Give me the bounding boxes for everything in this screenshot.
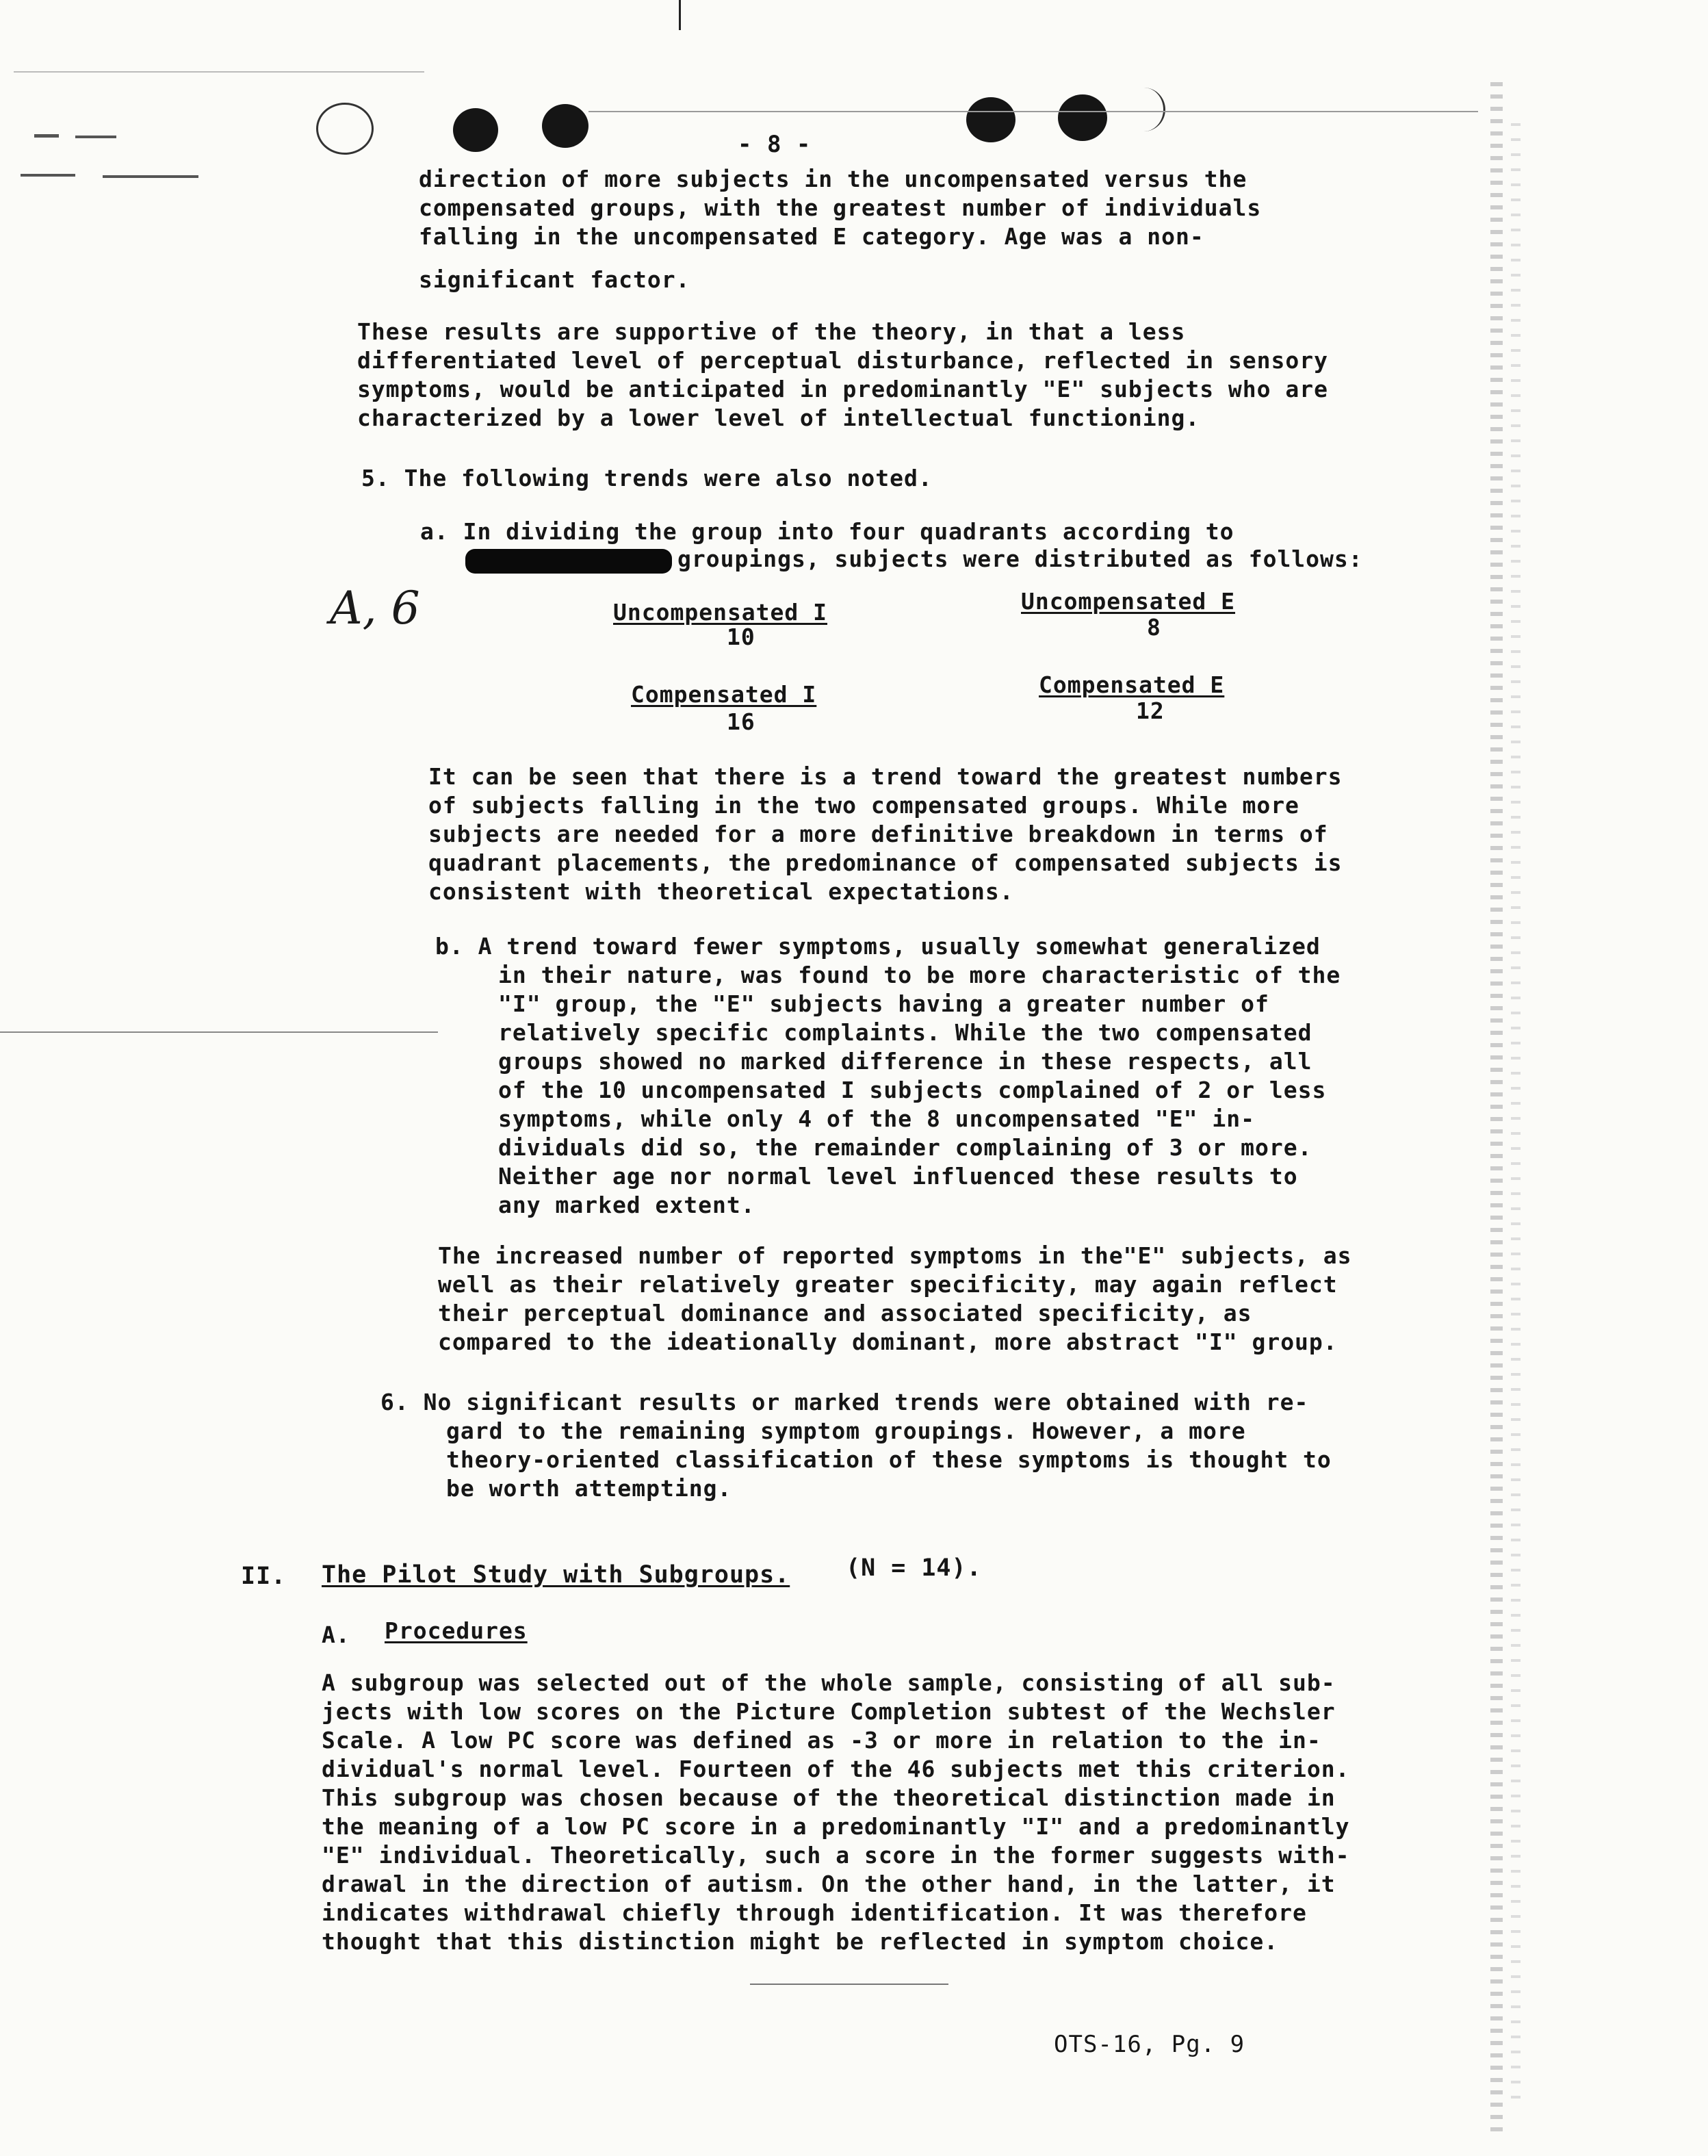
section-numeral: II. bbox=[241, 1563, 287, 1590]
item-5a-line: a. In dividing the group into four quadrants according to bbox=[420, 518, 1234, 545]
quadrant-label-uncompensated-e: Uncompensated E bbox=[1021, 588, 1236, 615]
text-line: significant factor. bbox=[419, 266, 690, 293]
text-line: differentiated level of perceptual disturbance, reflected in sensory bbox=[357, 347, 1329, 374]
item-6-line: be worth attempting. bbox=[446, 1475, 732, 1502]
scan-noise bbox=[103, 175, 198, 178]
header-rule-2 bbox=[14, 71, 424, 73]
scan-noise bbox=[0, 1031, 438, 1033]
text-line: compared to the ideationally dominant, more abstract "I" group. bbox=[438, 1329, 1338, 1355]
punch-ring-left bbox=[316, 103, 374, 155]
scan-noise bbox=[21, 174, 75, 177]
top-edge-mark bbox=[679, 0, 681, 30]
item-5b-line: Neither age nor normal level influenced these results to bbox=[498, 1163, 1298, 1190]
item-5b-line: groups showed no marked difference in these respects, all bbox=[498, 1048, 1312, 1075]
text-line: well as their relatively greater specificity, may again reflect bbox=[438, 1271, 1338, 1298]
text-line: The increased number of reported symptoms in the"E" subjects, as bbox=[438, 1242, 1352, 1269]
handwritten-annotation: A, 6 bbox=[330, 582, 420, 634]
quadrant-value-compensated-e: 12 bbox=[1136, 697, 1165, 724]
subsection-letter: A. bbox=[322, 1621, 350, 1648]
text-line: It can be seen that there is a trend toward the greatest numbers bbox=[428, 763, 1343, 790]
item-6-line: 6. No significant results or marked trends were obtained with re- bbox=[380, 1389, 1309, 1415]
text-line: the meaning of a low PC score in a predominantly "I" and a predominantly bbox=[322, 1813, 1350, 1840]
punch-hole-4 bbox=[1058, 94, 1107, 141]
text-line: A subgroup was selected out of the whole sample, consisting of all sub- bbox=[322, 1669, 1336, 1696]
quadrant-label-compensated-i: Compensated I bbox=[631, 681, 817, 708]
text-line: jects with low scores on the Picture Completion subtest of the Wechsler bbox=[322, 1698, 1336, 1725]
item-5b-line: any marked extent. bbox=[498, 1192, 755, 1218]
text-line: symptoms, would be anticipated in predominantly "E" subjects who are bbox=[357, 376, 1329, 402]
header-rule bbox=[588, 111, 1478, 112]
scan-noise bbox=[75, 136, 116, 138]
page-footer: OTS-16, Pg. 9 bbox=[1054, 2031, 1245, 2058]
page-number: - 8 - bbox=[738, 131, 812, 158]
item-5b-line: relatively specific complaints. While the two compensated bbox=[498, 1019, 1312, 1046]
text-line: compensated groups, with the greatest number of individuals bbox=[419, 194, 1262, 221]
quadrant-label-compensated-e: Compensated E bbox=[1039, 671, 1225, 698]
text-line: This subgroup was chosen because of the theoretical distinction made in bbox=[322, 1784, 1336, 1811]
text-line: subjects are needed for a more definitive breakdown in terms of bbox=[428, 821, 1328, 847]
item-5b-line: in their nature, was found to be more characteristic of the bbox=[498, 962, 1341, 988]
text-line: thought that this distinction might be reflected in symptom choice. bbox=[322, 1928, 1279, 1955]
quadrant-label-uncompensated-i: Uncompensated I bbox=[613, 599, 828, 626]
punch-hole-1 bbox=[453, 108, 498, 152]
section-title: The Pilot Study with Subgroups. bbox=[322, 1561, 790, 1589]
item-5b-line: "I" group, the "E" subjects having a greater number of bbox=[498, 990, 1269, 1017]
text-line: direction of more subjects in the uncompensated versus the bbox=[419, 166, 1247, 192]
item-5b-line: dividuals did so, the remainder complaining of 3 or more. bbox=[498, 1134, 1312, 1161]
item-5b-line: of the 10 uncompensated I subjects complained of 2 or less bbox=[498, 1077, 1327, 1103]
text-line: drawal in the direction of autism. On the other hand, in the latter, it bbox=[322, 1871, 1336, 1897]
item-5: 5. The following trends were also noted. bbox=[361, 465, 933, 491]
item-5a-line: groupings, subjects were distributed as follows: bbox=[677, 546, 1363, 572]
redaction-mark bbox=[465, 549, 672, 574]
quadrant-value-uncompensated-e: 8 bbox=[1147, 614, 1161, 641]
text-line: Scale. A low PC score was defined as -3 or more in relation to the in- bbox=[322, 1727, 1321, 1754]
text-line: falling in the uncompensated E category. Age was a non- bbox=[419, 223, 1204, 250]
quadrant-value-uncompensated-i: 10 bbox=[727, 624, 755, 650]
item-5b-line: b. A trend toward fewer symptoms, usually somewhat generalized bbox=[435, 933, 1321, 960]
bottom-rule bbox=[750, 1984, 948, 1985]
subsection-title: Procedures bbox=[385, 1617, 528, 1644]
text-line: "E" individual. Theoretically, such a score in the former suggests with- bbox=[322, 1842, 1350, 1869]
text-line: of subjects falling in the two compensated groups. While more bbox=[428, 792, 1299, 819]
text-line: consistent with theoretical expectations. bbox=[428, 878, 1014, 905]
text-line: dividual's normal level. Fourteen of the 46 subjects met this criterion. bbox=[322, 1756, 1350, 1782]
punch-hole-2 bbox=[542, 104, 588, 148]
punch-hole-3 bbox=[966, 97, 1015, 142]
item-5b-line: symptoms, while only 4 of the 8 uncompensated "E" in- bbox=[498, 1105, 1255, 1132]
scan-noise bbox=[34, 134, 59, 138]
quadrant-value-compensated-i: 16 bbox=[727, 708, 755, 735]
punch-ring-right bbox=[1122, 88, 1165, 131]
text-line: characterized by a lower level of intellectual functioning. bbox=[357, 405, 1200, 431]
text-line: their perceptual dominance and associated specificity, as bbox=[438, 1300, 1252, 1326]
item-6-line: gard to the remaining symptom groupings. However, a more bbox=[446, 1417, 1246, 1444]
section-n: (N = 14). bbox=[846, 1554, 982, 1582]
text-line: indicates withdrawal chiefly through identification. It was therefore bbox=[322, 1899, 1307, 1926]
text-line: quadrant placements, the predominance of compensated subjects is bbox=[428, 849, 1343, 876]
right-edge-noise bbox=[1511, 123, 1521, 2108]
item-6-line: theory-oriented classification of these symptoms is thought to bbox=[446, 1446, 1332, 1473]
text-line: These results are supportive of the theory, in that a less bbox=[357, 318, 1186, 345]
right-edge-noise bbox=[1490, 82, 1503, 2135]
